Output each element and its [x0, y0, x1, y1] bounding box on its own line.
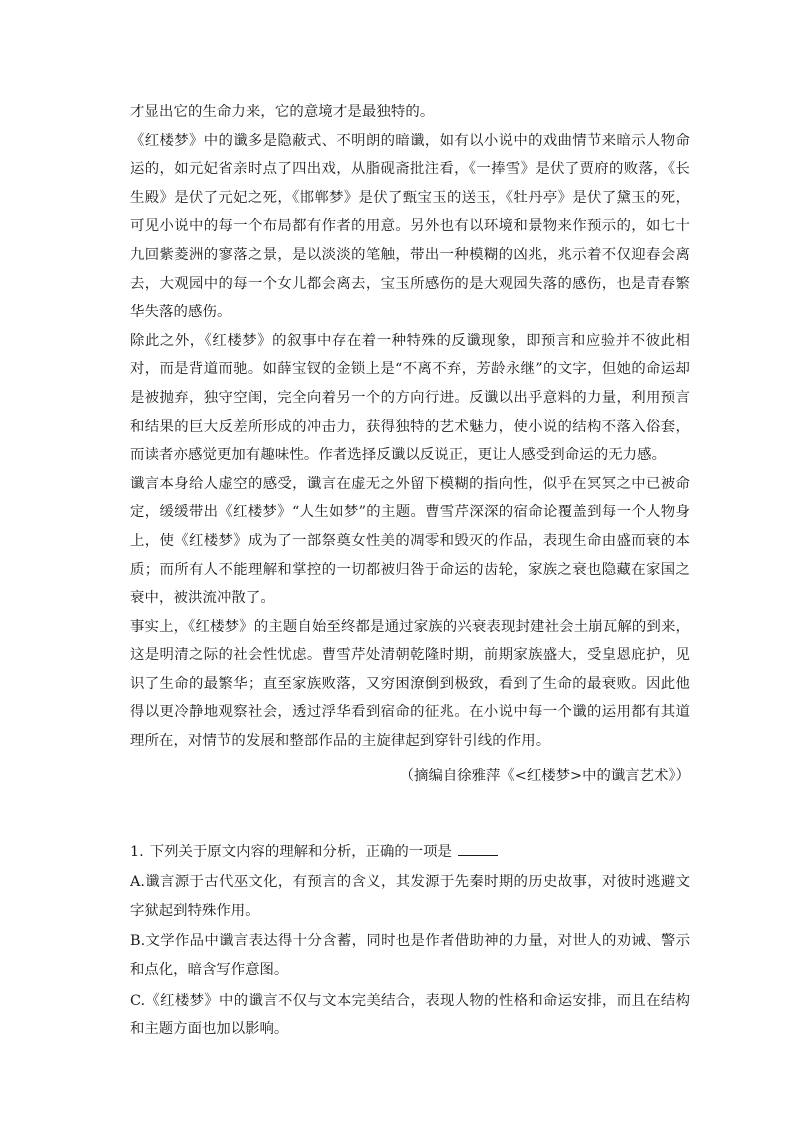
- option-c: C.《红楼梦》中的谶言不仅与文本完美结合，表现人物的性格和命运安排，而且在结构和主题方面也加以影响。: [130, 992, 690, 1038]
- passage-paragraph-1: 才显出它的生命力来，它的意境才是最独特的。: [130, 104, 435, 120]
- question-stem: [130, 838, 690, 867]
- question-number: 1.: [130, 843, 144, 860]
- passage-source: （摘编自徐雅萍《<红楼梦>中的谶言艺术》）: [399, 767, 690, 784]
- answer-blank[interactable]: [458, 841, 498, 856]
- passage-paragraph-3: 除此之外，《红楼梦》的叙事中存在着一种特殊的反谶现象，即预言和应验并不彼此相对，而是背道而驰。如薛宝钗的金锁上是“不离不弃，芳龄永继”的文字，但她的命运却是被抛弃，独守空闺，完全向着另一个的方向行进。反谶以出乎意料的力量，利用预言和结果的巨大反差所形成的冲击力，获得独特的艺术魅力，使小说的结构不落入俗套，而读者亦感觉更加有趣味性。作者选择反谶以反说正，更让人感受到命运的无力感。: [130, 332, 690, 464]
- passage-paragraph-4: 谶言本身给人虚空的感受，谶言在虚无之外留下模糊的指向性，似乎在冥冥之中已被命定，缓缓带出《红楼梦》“人生如梦”的主题。曹雪芹深深的宿命论覆盖到每一个人物身上，使《红楼梦》成为了一部祭奠女性美的凋零和毁灭的作品，表现生命由盛而衰的本质；而所有人不能理解和掌控的一切都被归咎于命运的齿轮，家族之衰也隐藏在家国之衰中，被洪流冲散了。: [130, 475, 690, 607]
- passage-paragraph-5: 事实上，《红楼梦》的主题自始至终都是通过家族的兴衰表现封建社会土崩瓦解的到来，这是明清之际的社会性忧虑。曹雪芹处清朝乾隆时期，前期家族盛大，受皇恩庇护，见识了生命的最繁华；直至家族败落，又穷困潦倒到极致，看到了生命的最衰败。因此他得以更冷静地观察社会，透过浮华看到宿命的征兆。在小说中每一个谶的运用都有其道理所在，对情节的发展和整部作品的主旋律起到穿针引线的作用。: [130, 618, 690, 750]
- option-a: A.谶言源于古代巫文化，有预言的含义，其发源于先秦时期的历史故事，对彼时逃避文字狱起到特殊作用。: [130, 874, 690, 919]
- document-content: [130, 98, 690, 1044]
- passage: [130, 98, 690, 790]
- question-1: [130, 838, 690, 1044]
- question-text: 下列关于原文内容的理解和分析，正确的一项是: [149, 843, 452, 860]
- option-b: B.文学作品中谶言表达得十分含蓄，同时也是作者借助神的力量，对世人的劝诫、警示和点化，暗含写作意图。: [130, 933, 690, 979]
- passage-paragraph-2: 《红楼梦》中的谶多是隐蔽式、不明朗的暗谶，如有以小说中的戏曲情节来暗示人物命运的，如元妃省亲时点了四出戏，从脂砚斋批注看，《一捧雪》是伏了贾府的败落，《长生殿》是伏了元妃之死，《邯郸梦》是伏了甄宝玉的送玉，《牡丹亭》是伏了黛玉的死，可见小说中的每一个布局都有作者的用意。另外也有以环境和景物来作预示的，如七十九回紫菱洲的寥落之景，是以淡淡的笔触，带出一种模糊的凶兆，兆示着不仅迎春会离去，大观园中的每一个女儿都会离去，宝玉所感伤的是大观园失落的感伤，也是青春繁华失落的感伤。: [130, 132, 690, 321]
